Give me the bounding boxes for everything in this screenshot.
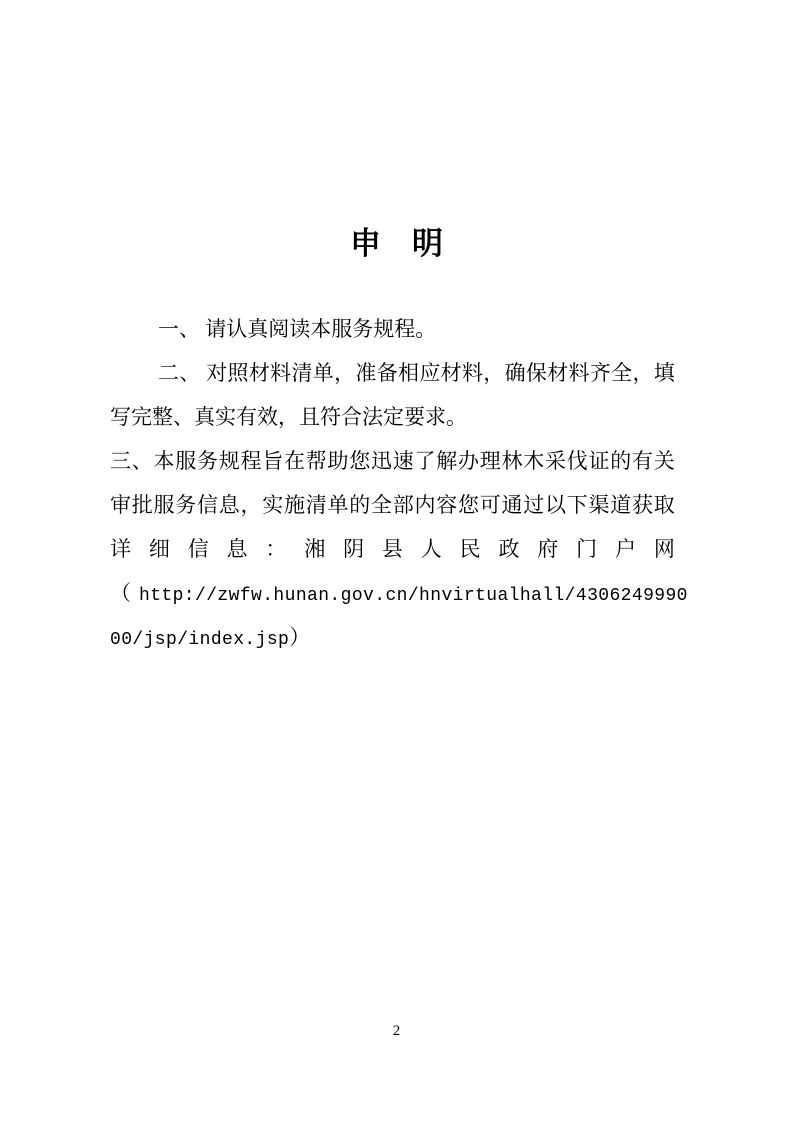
url-line-2 (110, 615, 675, 659)
open-paren-char: （ (110, 581, 131, 605)
paragraph-1-line-1: 一、 请认真阅读本服务规程。 (158, 317, 437, 341)
url-segment-1: http://zwfw.hunan.gov.cn/hnvirtualhall/4306249990 (139, 586, 688, 606)
url-line-1 (110, 571, 688, 615)
paragraph-2-line-2: 写完整、真实有效，且符合法定要求。 (110, 405, 467, 429)
url-segment-2: 00/jsp/index.jsp (110, 630, 290, 650)
page-title: 申 明 (350, 226, 443, 261)
page-number: 2 (392, 1023, 401, 1039)
document-body (110, 307, 688, 659)
paragraph-2-line-1: 二 、 对 照 材 料 清 单 ， 准 备 相 应 材 料 ， 确 保 材 料 齐 全 ， 填 (158, 361, 675, 385)
paragraph-3-line-2: 审 批 服 务 信 息 ， 实 施 清 单 的 全 部 内 容 您 可 通 过 以 下 渠 道 获 取 (110, 493, 675, 517)
close-paren-char: ） (289, 625, 311, 649)
paragraph-3-line-1: 三 、 本 服 务 规 程 旨 在 帮 助 您 迅 速 了 解 办 理 林 木 采 伐 证 的 有 关 (110, 449, 675, 473)
paragraph-3-line-3: 详 细 信 息 ： 湘 阴 县 人 民 政 府 门 户 网 (110, 537, 675, 561)
